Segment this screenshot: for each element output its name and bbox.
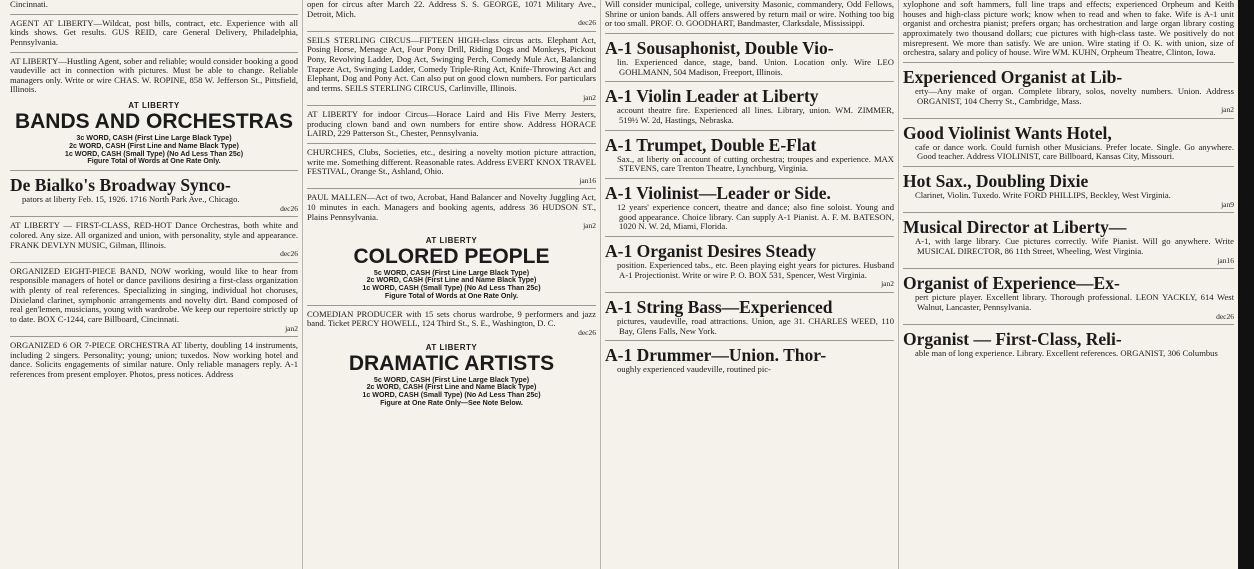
display-ad-body: 12 years' experience concert, theatre and dance; also fine soloist. Young and good appearance. Choice library. Can supply A-1 Pianist. A. F. M. BATESON, 1020 N. W. 2d, Miami, Florida. [617, 202, 894, 232]
display-ad-list [605, 33, 894, 375]
issue-date: jan2 [1221, 105, 1234, 115]
display-ad-body: erty—Any make of organ. Complete library, solos, novelty numbers. Union. Address ORGANIST, 104 Cherry St., Cambridge, Mass. [915, 85, 1234, 106]
divider [903, 324, 1234, 325]
issue-date: jan2 [583, 221, 596, 231]
column-2 [302, 0, 600, 569]
issue-date: jan9 [1221, 199, 1234, 209]
display-ad-headline: A-1 Sousaphonist, Double Vio- [605, 37, 834, 58]
display-ad-headline: Musical Director at Liberty— [903, 217, 1127, 238]
display-ad-body: able man of long experience. Library. Excellent references. ORGANIST, 306 Columbus [915, 348, 1218, 359]
divider [10, 262, 298, 263]
issue-date: jan16 [1217, 255, 1234, 265]
divider [903, 62, 1234, 63]
display-ad-body: lin. Experienced dance, stage, band. Union. Location only. Wire LEO GOHLMANN, 504 Madison, Freeport, Illinois. [617, 57, 894, 77]
display-ad [605, 86, 894, 125]
divider [10, 336, 298, 337]
display-ad-headline: Organist of Experience—Ex- [903, 273, 1120, 294]
fragment-text: Will consider municipal, college, university Masonic, commandery, Odd Fellows, Shrine or union bands. All offers answered by return mail or wire. Nothing too big or too small. PROF. O. GOODHART, Bandmaster, Clarksdale, Mississippi. [605, 0, 894, 29]
display-ad-body: oughly experienced vaudeville, routined pic- [617, 364, 771, 375]
rate-line: 2c WORD, CASH (First Line and Name Black Type) [366, 383, 537, 392]
classified-ad: ORGANIZED EIGHT-PIECE BAND, NOW working, would like to hear from responsible managers of hotel or dance pavilions desiring a first-class organization with plenty of real references. Specializing in singing, individual hot choruses, Dixieland clarinet, symphonic arrangements and novelty dirt. Band composed of real gen'lemen, musicians, young with wardrobe. We keep our repertoire strictly up to date. BOX C-1244, care Billboard, Cincinnati. [10, 265, 298, 324]
display-ad [10, 175, 298, 212]
rate-line: Figure Total of Words at One Rate Only. [384, 292, 519, 301]
classified-ad: COMEDIAN PRODUCER with 15 sets chorus wardrobe, 9 performers and jazz band. Ticket PERCY HOWELL, 124 Third St., S. E., Washington, D. C. [307, 308, 596, 329]
divider [903, 118, 1234, 119]
divider [307, 105, 596, 106]
rate-line: Figure at One Rate Only—See Note Below. [380, 399, 523, 408]
display-ad [605, 183, 894, 232]
rate-line: 1c WORD, CASH (Small Type) (No Ad Less Than 25c) [362, 284, 541, 293]
rate-line: 1c WORD, CASH (Small Type) (No Ad Less Than 25c) [64, 149, 244, 158]
section-title: BANDS AND ORCHESTRAS [14, 110, 294, 133]
rate-line: 5c WORD, CASH (First Line Large Black Type) [373, 268, 530, 277]
classified-ad: AT LIBERTY—Hustling Agent, sober and reliable; would consider booking a good vaudeville act in connection with pictures. Must be able to change. Reliable managers only. Write or wire CHAS. W. ROPINE, 858 W. Jefferson St., Pittsfield, Illinois. [10, 55, 298, 95]
classified-ad: AT LIBERTY for indoor Circus—Horace Laird and His Five Merry Jesters, producing clown band and own numbers for entire show. Address HORACE LAIRD, 229 Patterson St., Chester, Pennsylvania. [307, 109, 596, 139]
column-1 [6, 0, 302, 569]
divider [307, 305, 596, 306]
divider [903, 166, 1234, 167]
display-ad-list [903, 62, 1234, 359]
section-header-colored-people [307, 236, 596, 301]
rate-line: 1c WORD, CASH (Small Type) (No Ad Less Than 25c) [362, 391, 541, 400]
divider [605, 33, 894, 34]
display-ad [605, 345, 894, 375]
display-ad [903, 217, 1234, 264]
display-ad-body: pert picture player. Excellent library. Thorough professional. LEON YACKLY, 614 West Walnut, Lancaster, Pennsylvania. [915, 292, 1234, 312]
rate-line: 5c WORD, CASH (First Line Large Black Type) [373, 375, 530, 384]
divider [605, 178, 894, 179]
issue-date: jan2 [881, 279, 894, 289]
divider [10, 170, 298, 171]
issue-date: jan16 [579, 175, 596, 185]
issue-date: dec26 [578, 18, 596, 28]
display-ad [903, 273, 1234, 320]
issue-date: jan2 [583, 92, 596, 102]
divider [903, 268, 1234, 269]
display-ad-body: account theatre fire. Experienced all lines. Library, union. WM. ZIMMER, 519½ W. 2d, Hastings, Nebraska. [617, 105, 894, 125]
display-ad-body: A-1, with large library. Cue pictures correctly. Wife Pianist. Will go anywhere. Write MUSICAL DIRECTOR, 86 11th Street, Wheeling, West Virginia. [915, 236, 1234, 256]
section-kicker: AT LIBERTY [425, 235, 478, 245]
display-ad [605, 297, 894, 336]
divider [605, 236, 894, 237]
display-ad-headline: A-1 Drummer—Union. Thor- [605, 345, 827, 366]
rate-line: 3c WORD, CASH (First Line Large Black Type) [76, 134, 232, 143]
divider [903, 212, 1234, 213]
divider [10, 14, 298, 15]
divider [605, 340, 894, 341]
issue-date: dec26 [280, 203, 298, 213]
divider [10, 216, 298, 217]
rate-line: 2c WORD, CASH (First Line and Name Black Type) [69, 141, 239, 150]
issue-date: dec26 [1216, 311, 1234, 321]
display-ad-body: pictures, vaudeville, road attractions. Union, age 31. CHARLES WEED, 110 Bay, Glens Falls, New York. [617, 316, 894, 336]
issue-date: dec26 [578, 328, 596, 338]
section-header-bands [10, 101, 298, 166]
divider [10, 52, 298, 53]
divider [605, 292, 894, 293]
display-ad [903, 171, 1234, 208]
fragment-text: xylophone and soft hammers, full line traps and effects; experienced Orpheum and Keith houses and high-class picture work; know when to read and when to fake. Wife is A-1 unit organist and orchestra pianist; prefers organ; has orchestration and large organ library costing approximately two thousand dollars; cue pictures with high-class taste. We positively do not misrepresent. We more than satisfy. We are union. Wire stating if O. K. with union, size of orchestra, salary and policy of house. Wire WM. KUHN, Orpheum Theatre, Clinton, Iowa. [903, 0, 1234, 58]
display-ad-headline: Hot Sax., Doubling Dixie [903, 171, 1089, 191]
divider [307, 31, 596, 32]
display-ad-headline: Good Violinist Wants Hotel, [903, 122, 1112, 143]
section-kicker: AT LIBERTY [425, 342, 478, 352]
classified-ad: AT LIBERTY — FIRST-CLASS, RED-HOT Dance Orchestras, both white and colored. Any size. All organized and union, with personality, style and appearance. FRANK DEVLYN MUSIC, Gilman, Illinois. [10, 220, 298, 250]
column-3 [600, 0, 898, 569]
divider [605, 81, 894, 82]
issue-date: jan2 [285, 323, 298, 333]
rate-line: 2c WORD, CASH (First Line and Name Black Type) [366, 276, 537, 285]
display-ad-body: position. Experienced tabs., etc. Been playing eight years for pictures. Husband A-1 Projectionist. Write or wire P. O. BOX 531, Spencer, West Virginia. [617, 260, 894, 280]
section-title: DRAMATIC ARTISTS [348, 351, 555, 375]
display-ad [605, 241, 894, 288]
fragment-text: open for circus after March 22. Address S. S. GEORGE, 1071 Military Ave., Detroit, Mich. [307, 0, 596, 19]
display-ad-headline: Experienced Organist at Lib- [903, 66, 1123, 87]
section-header-dramatic-artists [307, 343, 596, 408]
issue-date: dec26 [280, 249, 298, 259]
fragment-text: Cincinnati. [10, 0, 48, 9]
display-ad-headline: A-1 Organist Desires Steady [605, 241, 817, 261]
classified-ad: AGENT AT LIBERTY—Wildcat, post bills, contract, etc. Experience with all kinds shows. Get results. GUS REID, care General Delivery, Philadelphia, Pennsylvania. [10, 17, 298, 47]
display-ad [903, 67, 1234, 114]
classified-ad: PAUL MALLEN—Act of two, Acrobat, Hand Balancer and Novelty Juggling Act, 10 minutes in each. Managers and booking agents, address 36 HUDSON ST., Plains Pennsylvania. [307, 192, 596, 222]
classified-ad: SEILS STERLING CIRCUS—FIFTEEN HIGH-class circus acts. Elephant Act, Posing Horse, Menage Act, Four Pony Drill, Riding Dogs and Monkeys, Pickout Pony, Revolving Ladder, Dog Act, Swinging Perch, Comedy Mule Act, Balancing Trapeze Act, Swinging Ladder, Comedy Triple-Ring Act, Knife-Throwing Act and Elephant, Dog and Pony Act. Can also put on good clown numbers. For particulars and terms. SEILS STERLING CIRCUS, Carlinville, Illinois. [307, 34, 596, 93]
display-ad-headline: A-1 Violin Leader at Liberty [605, 86, 819, 107]
section-kicker: AT LIBERTY [128, 101, 180, 110]
display-ad [903, 123, 1234, 162]
rate-line: Figure Total of Words at One Rate Only. [87, 157, 221, 166]
classified-ad: CHURCHES, Clubs, Societies, etc., desiring a novelty motion picture attraction, write me. Something different. Reasonable rates. Address EVERT KNOX TRAVEL FESTIVAL, Orange St., Ashland, Ohio. [307, 146, 596, 177]
display-ad-body: cafe or dance work. Could furnish other Musicians. Prefer locate. Single. Go anywhere. Good teacher. Address VIOLINIST, care Billboard, Kansas City, Missouri. [915, 141, 1234, 162]
column-4 [898, 0, 1238, 569]
section-title: COLORED PEOPLE [353, 244, 550, 268]
display-ad-headline: A-1 Trumpet, Double E-Flat [605, 134, 817, 155]
divider [307, 143, 596, 144]
display-ad-headline: A-1 Violinist—Leader or Side. [605, 183, 831, 203]
display-ad-body: Clarinet, Violin. Tuxedo. Write FORD PHILLIPS, Beckley, West Virginia. [915, 190, 1171, 201]
display-ad [903, 329, 1234, 359]
display-ad-body: Sax., at liberty on account of cutting orchestra; troupes and experience. MAX STEVENS, care Trenton Theatre, Lynchburg, Virginia. [617, 153, 894, 174]
display-ad-headline: A-1 String Bass—Experienced [605, 296, 833, 317]
page-edge-bar [1238, 0, 1254, 569]
divider [605, 130, 894, 131]
display-ad [605, 135, 894, 174]
divider [307, 188, 596, 189]
display-ad-headline: Organist — First-Class, Reli- [903, 329, 1122, 349]
classified-ad: ORGANIZED 6 OR 7-PIECE ORCHESTRA AT liberty, doubling 14 instruments, including 2 singers. Personality; young; union; tuxedos. Now working hotel and dance. Solicits engagements of similar nature. Only reliable managers reply. A-1 references from present employer. Photos, press notices. Address [10, 340, 298, 379]
display-ad [605, 38, 894, 77]
display-ad-body: pators at liberty Feb. 15, 1926. 1716 North Park Ave., Chicago. [22, 194, 240, 205]
display-ad-headline: De Bialko's Broadway Synco- [10, 175, 231, 196]
